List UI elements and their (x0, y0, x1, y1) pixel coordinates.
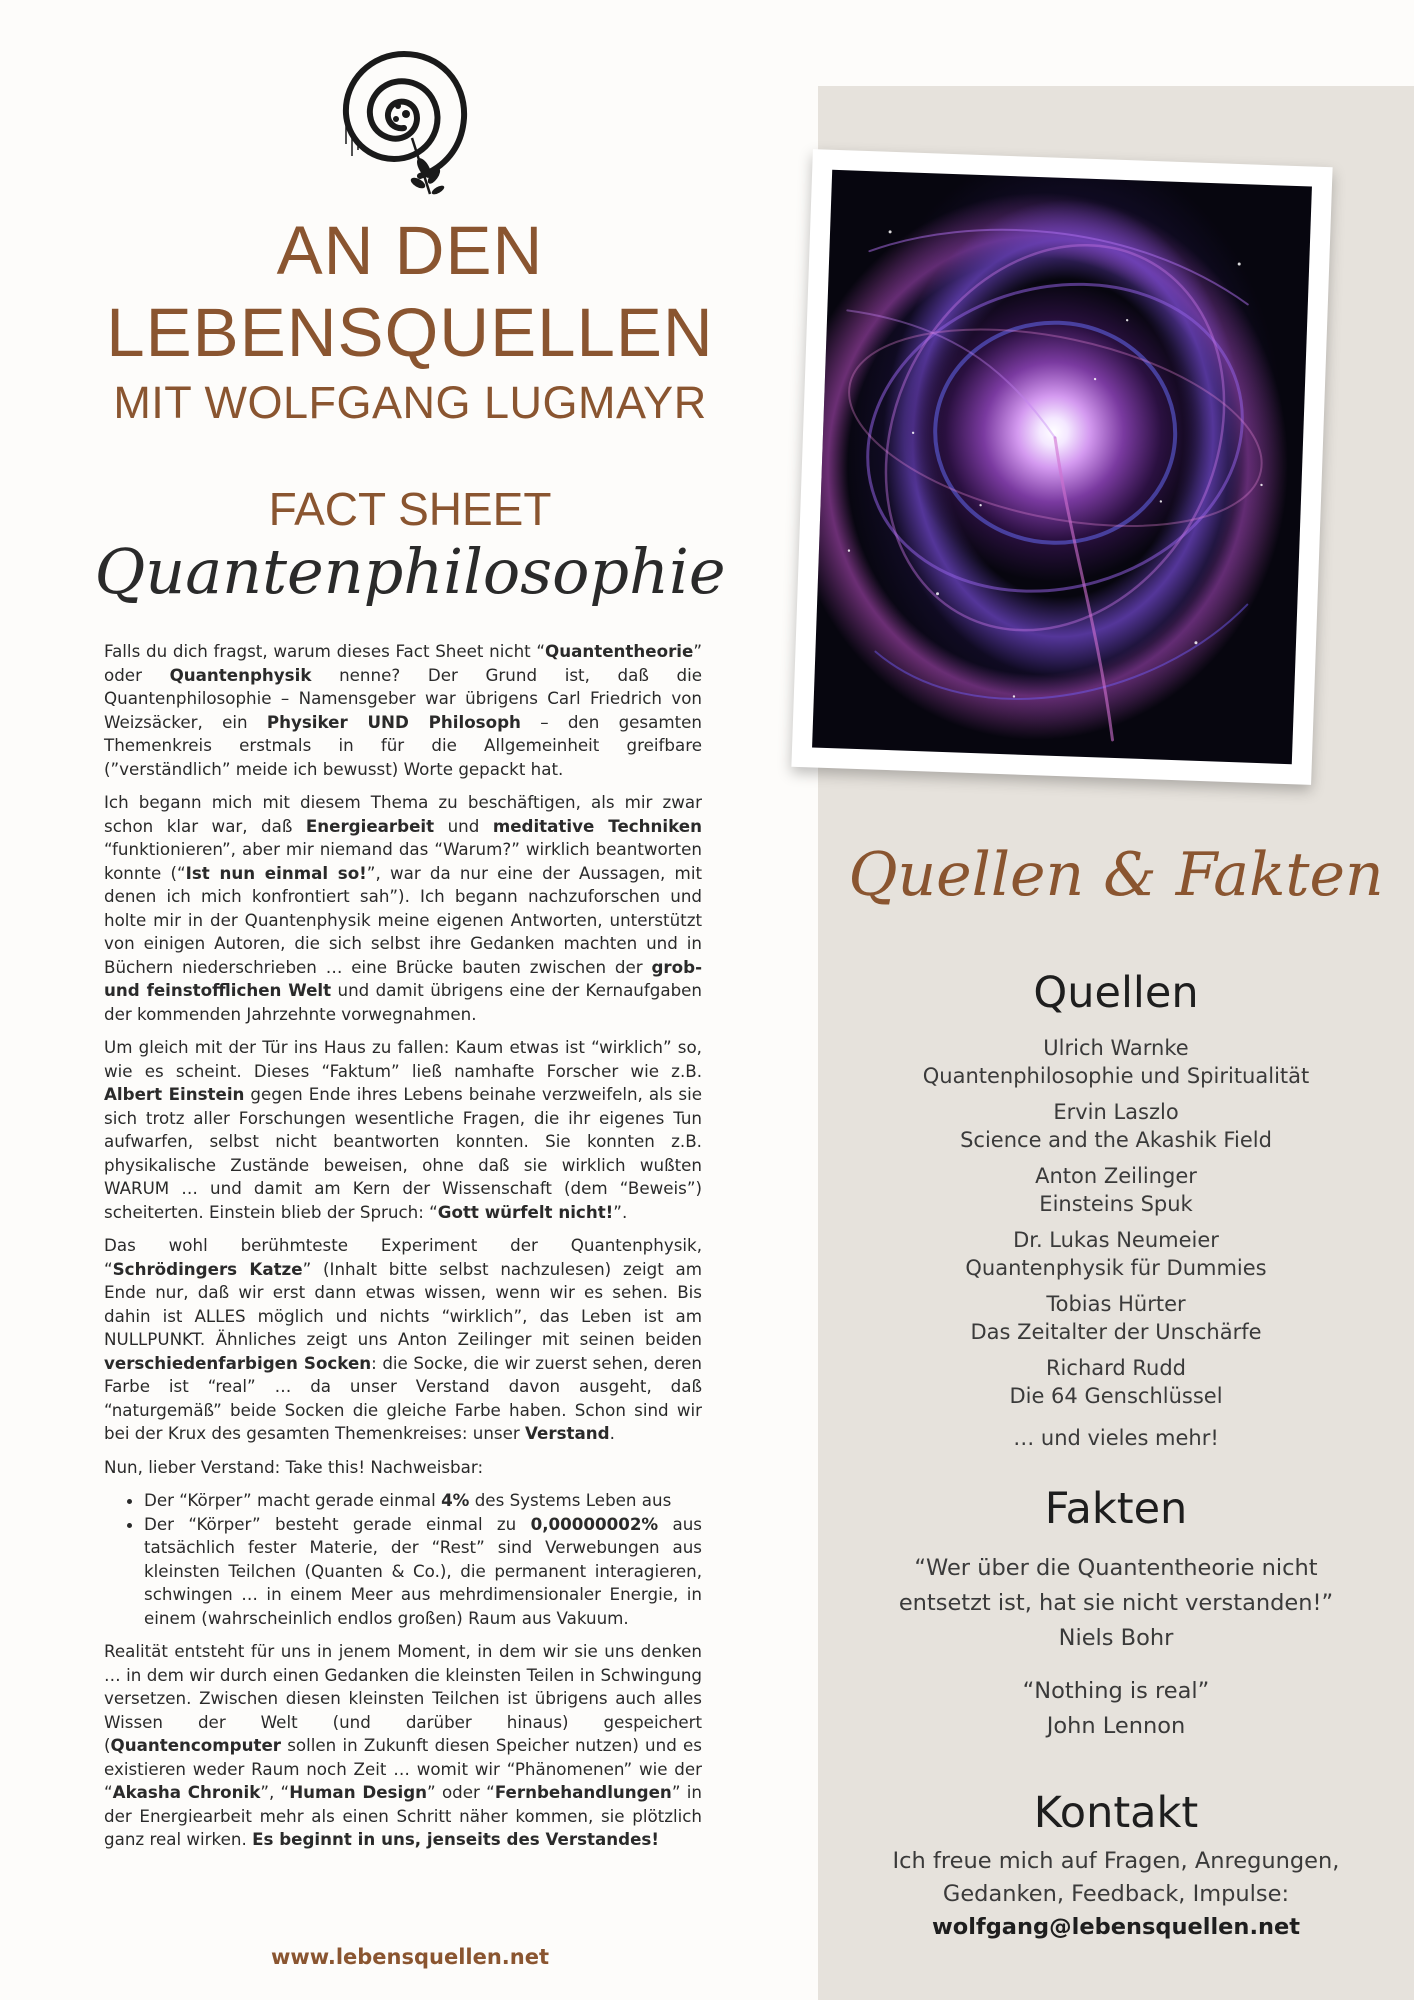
facts-heading: Fakten (1044, 1484, 1188, 1534)
bold-text: Energiearbeit (305, 815, 435, 836)
bold-text: Ist nun einmal so! (185, 862, 367, 883)
bold-text: Fernbehandlungen (494, 1782, 672, 1802)
paragraph (104, 1640, 702, 1852)
source-item (818, 1354, 1414, 1410)
bold-text: Quantenphysik (169, 664, 312, 685)
quote-lennon (818, 1674, 1414, 1744)
sources-heading: Quellen (1033, 968, 1199, 1018)
source-author: Tobias Hürter (1046, 1292, 1186, 1316)
text-run: “funktionieren”, aber mir niemand das “Warum?” wirklich beantworten konnte (“ (104, 839, 702, 883)
contact-block (818, 1845, 1414, 1944)
source-author: Ervin Laszlo (1053, 1100, 1179, 1124)
text-run: nenne? Der Grund ist, daß die Quantenphilosophie – Namensgeber war übrigens Carl Friedrich von Weizsäcker, ein (104, 664, 703, 732)
source-item (818, 1034, 1414, 1090)
paragraph (104, 640, 702, 781)
bold-text: Human Design (289, 1782, 428, 1802)
sources-list (818, 1034, 1414, 1452)
source-item (818, 1098, 1414, 1154)
source-title: Die 64 Genschlüssel (1009, 1384, 1223, 1408)
text-run: Falls du dich fragst, warum dieses Fact Sheet nicht “ (104, 641, 546, 661)
cosmic-image (812, 170, 1312, 764)
bold-text: Physiker UND Philosoph (266, 711, 521, 732)
factsheet-label: FACT SHEET (268, 483, 552, 535)
source-author: Dr. Lukas Neumeier (1013, 1228, 1219, 1252)
text-run: Der “Körper” macht gerade einmal (144, 1490, 442, 1510)
text-run: : die Socke, die wir zuerst sehen, deren Farbe ist “real” … da unser Verstand davon ausgeht, daß “naturgemäß” beide Socken die gleiche Farbe haben. Schon sind wir bei der Krux des gesamten Themenkreises: unser (104, 1352, 702, 1443)
text-run: Realität entsteht für uns in jenem Moment, in dem wir sie uns denken … in dem wir durch einen Gedanken die kleinsten Teilen in Schwingung versetzen. Zwischen diesen kleinsten Teilchen ist übrigens auch alles Wissen der Welt (und darüber hinaus) gespeichert ( (104, 1641, 702, 1755)
fact-list-item (144, 1513, 702, 1631)
text-run: ” oder (104, 641, 702, 685)
photo-frame (791, 149, 1332, 785)
quote-text: entsetzt ist, hat sie nicht verstanden!” (898, 1590, 1334, 1616)
text-run: ” in der Energiearbeit mehr als einen Schritt näher kommen, sie plötzlich ganz real wirken. (104, 1782, 702, 1849)
text-run: sollen in Zukunft diesen Speicher nutzen) und es existieren weder Raum noch Zeit … womit wir “Phänomenen” wie der “ (104, 1735, 702, 1802)
bold-text: 4% (441, 1490, 470, 1510)
contact-email[interactable]: wolfgang@lebensquellen.net (931, 1914, 1301, 1940)
subtitle-line: MIT WOLFGANG LUGMAYR (113, 377, 707, 428)
source-title: Science and the Akashik Field (960, 1128, 1272, 1152)
fact-list (104, 1489, 702, 1630)
title-line: LEBENSQUELLEN (106, 294, 714, 371)
sources-facts-heading: Quellen & Fakten (848, 840, 1384, 910)
contact-line: Gedanken, Feedback, Impulse: (942, 1881, 1290, 1907)
text-run: des Systems Leben aus (469, 1490, 672, 1510)
bold-text: Quantencomputer (110, 1735, 281, 1755)
paragraph (104, 791, 702, 1026)
bold-text: Schrödingers Katze (112, 1258, 303, 1279)
text-run: und damit übrigens eine der Kernaufgaben der kommenden Jahrzehnte vorwegnahmen. (104, 980, 702, 1024)
paragraph (104, 1456, 702, 1480)
source-title: Das Zeitalter der Unschärfe (970, 1320, 1262, 1344)
quote-author: Niels Bohr (1058, 1625, 1174, 1651)
title-line: AN DEN (276, 212, 544, 289)
source-title: Quantenphysik für Dummies (965, 1256, 1267, 1280)
text-run: Ich begann mich mit diesem Thema zu beschäftigen, als mir zwar schon klar war, daß (104, 792, 702, 836)
topic-title: Quantenphilosophie (94, 535, 726, 608)
bold-text: Verstand (525, 1423, 610, 1443)
source-title: Quantenphilosophie und Spiritualität (922, 1064, 1310, 1088)
spiral-flower-logo-icon (300, 18, 500, 208)
bold-text: Es beginnt in uns, jenseits des Verstandes! (252, 1829, 659, 1849)
bold-text: Quantentheorie (545, 641, 694, 661)
website-link[interactable]: www.lebensquellen.net (270, 1945, 550, 1969)
text-run: ”, “ (260, 1782, 290, 1802)
source-author: Ulrich Warnke (1043, 1036, 1189, 1060)
quote-author: John Lennon (1046, 1713, 1186, 1739)
source-author: Anton Zeilinger (1035, 1164, 1197, 1188)
source-item (818, 1290, 1414, 1346)
text-run: . (609, 1423, 615, 1443)
bold-text: Gott würfelt nicht! (437, 1201, 614, 1222)
source-title: Einsteins Spuk (1039, 1192, 1193, 1216)
text-run: Um gleich mit der Tür ins Haus zu fallen: Kaum etwas ist “wirklich” so, wie es scheint. Dieses “Faktum” ließ namhafte Forscher wie z.B. (104, 1037, 702, 1081)
quote-text: “Nothing is real” (1022, 1678, 1210, 1704)
text-run: und (434, 815, 493, 836)
title-block (90, 210, 730, 430)
text-run: ”. (613, 1201, 628, 1222)
bold-text: meditative Techniken (492, 815, 702, 836)
text-run: ” oder “ (427, 1782, 495, 1802)
bold-text: grob- und feinstofflichen Welt (104, 956, 702, 1000)
contact-heading: Kontakt (1033, 1788, 1199, 1838)
sources-more: … und vieles mehr! (1013, 1426, 1219, 1450)
text-run: ”, war da nur eine der Aussagen, mit denen ich mich konfrontiert sah”). Ich begann nachzuforschen und holte mir in der Quantenphysik meine eigenen Antworten, unterstützt von einigen Autoren, die sich selbst ihre Gedanken machten und in Büchern niederschrieben … eine Brücke bauten zwischen der (104, 862, 702, 977)
bold-text: 0,00000002% (530, 1513, 659, 1534)
bold-text: verschiedenfarbigen Socken (104, 1352, 372, 1373)
text-run: – den gesamten Themenkreis erstmals in für die Allgemeinheit greifbare (”verständlich” meide ich bewusst) Worte gepackt hat. (104, 711, 702, 779)
quote-bohr (818, 1551, 1414, 1656)
text-run: Nun, lieber Verstand: Take this! Nachweisbar: (104, 1456, 484, 1477)
bold-text: Albert Einstein (104, 1084, 245, 1104)
text-run: aus tatsächlich fester Materie, der “Rest” sind Verwebungen aus kleinsten Teilchen (Quanten & Co.), die permanent interagieren, schwingen … in einem Meer aus mehrdimensionaler Energie, in einem (wahrscheinlich endlos großen) Raum aus Vakuum. (144, 1513, 702, 1628)
source-item (818, 1162, 1414, 1218)
text-run: Das wohl berühmteste Experiment der Quantenphysik, “ (104, 1235, 702, 1279)
paragraph (104, 1234, 702, 1446)
source-author: Richard Rudd (1045, 1356, 1187, 1380)
bold-text: Akasha Chronik (112, 1782, 261, 1802)
fact-list-item (144, 1489, 702, 1513)
cosmic-swirl-graphic (812, 170, 1312, 764)
text-run: Der “Körper” besteht gerade einmal zu (144, 1513, 531, 1534)
source-item (818, 1226, 1414, 1282)
paragraph (104, 1036, 702, 1224)
text-run: ” (Inhalt bitte selbst nachzulesen) zeigt am Ende nur, daß wir erst dann etwas wissen, wenn wir es sehen. Bis dahin ist ALLES möglich und nichts “wirklich”, das Leben ist am NULLPUNKT. Ähnliches zeigt uns Anton Zeilinger mit seinen beiden (104, 1258, 702, 1349)
contact-line: Ich freue mich auf Fragen, Anregungen, (892, 1848, 1340, 1874)
text-run: gegen Ende ihres Lebens beinahe verzweifeln, als sie sich trotz aller Forschungen wesentliche Fragen, die ihr eigenes Tun aufwarfen, selbst nicht beantworten konnten. Sie konnten z.B. physikalische Zustände beweisen, ohne daß sie wirklich wußten WARUM … und damit am Kern der Wissenschaft (dem “Beweis”) scheiterten. Einstein blieb der Spruch: “ (104, 1084, 702, 1222)
quote-text: “Wer über die Quantentheorie nicht (914, 1555, 1318, 1581)
body-text (104, 640, 702, 1862)
